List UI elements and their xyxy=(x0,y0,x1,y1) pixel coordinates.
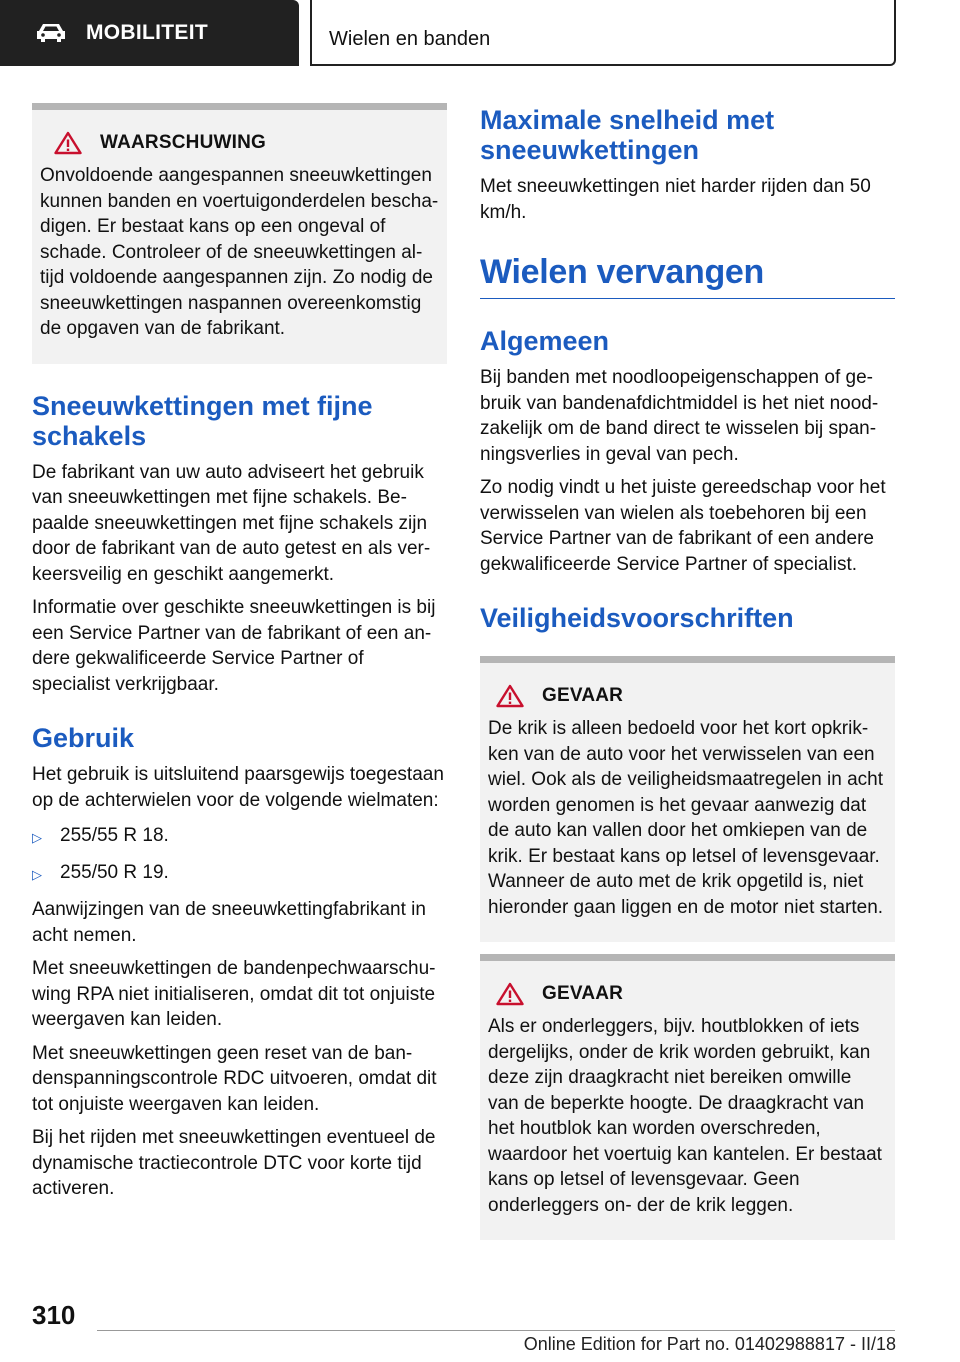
danger-title: GEVAAR xyxy=(542,983,624,1004)
section-tab[interactable] xyxy=(0,0,299,66)
triangle-bullet-icon: ▷ xyxy=(32,867,42,882)
left-column xyxy=(32,103,447,1202)
paragraph: Met sneeuwkettingen de bandenpechwaarschu- wing RPA niet initialiseren, omdat dit tot onjuiste weergaven kan leiden. xyxy=(32,958,436,1030)
warning-title: WAARSCHUWING xyxy=(100,132,266,153)
warning-text: Onvoldoende aangespannen sneeuwkettingen kunnen banden en voertuigonderdelen bescha- digen. Er bestaat kans op een ongeval of schade. Controleer of de sneeuwkettingen al- tijd voldoende aangespannen zijn. Zo nodig de sneeuwkettingen naspannen overeenkomstig de opgaven van de fabrikant. xyxy=(40,165,439,339)
warning-triangle-icon xyxy=(496,982,524,1006)
edition-label: Online Edition for Part no. 01402988817 - II/18 xyxy=(523,1334,896,1354)
danger-title: GEVAAR xyxy=(542,685,624,706)
list-item: ▷ 255/50 R 19. xyxy=(32,860,447,887)
section-heading-safety: Veiligheidsvoorschriften xyxy=(480,603,794,633)
warning-box xyxy=(32,103,447,364)
paragraph: Zo nodig vindt u het juiste gereedschap voor het verwisselen van wielen als toebehoren bij een Service Partner van de fabrikant of een andere gekwalificeerde Service Partner of specialist. xyxy=(480,477,886,575)
footer-divider xyxy=(97,1330,895,1331)
paragraph: Bij het rijden met sneeuwkettingen eventueel de dynamische tractiecontrole DTC voor korte tijd activeren. xyxy=(32,1127,436,1199)
section-label: MOBILITEIT xyxy=(86,21,208,44)
list-item: ▷ 255/55 R 18. xyxy=(32,823,447,850)
danger-box xyxy=(480,656,895,942)
page-header xyxy=(0,0,960,66)
danger-text: Als er onderleggers, bijv. houtblokken of iets dergelijks, onder de krik worden gebruikt, kan deze zijn draagkracht niet bereiken omwille van de beperkte hoogte. De draagkracht van het houtblok kan worden overschreden, waardoor het voertuig kan kantelen. Er bestaat kans op letsel of levensgevaar. Geen onderleggers on- der de krik leggen. xyxy=(488,1016,882,1216)
section-heading-general: Algemeen xyxy=(480,326,610,356)
paragraph: De fabrikant van uw auto adviseert het gebruik van sneeuwkettingen met fijne schakels. Be- paalde sneeuwkettingen met fijne schakels zijn door de fabrikant van de auto getest en als ver- keersveilig en geschikt aangemerkt. xyxy=(32,461,431,585)
section-heading-max-speed: Maximale snelheid met sneeuwkettingen xyxy=(480,105,775,165)
triangle-bullet-icon: ▷ xyxy=(32,830,42,845)
paragraph: Met sneeuwkettingen niet harder rijden dan 50 km/h. xyxy=(480,176,871,223)
chapter-heading xyxy=(480,252,895,299)
paragraph: Aanwijzingen van de sneeuwkettingfabrikant in acht nemen. xyxy=(32,899,426,946)
chapter-heading-text: Wielen vervangen xyxy=(480,253,765,291)
section-heading-fine-chains: Sneeuwkettingen met fijne schakels xyxy=(32,390,373,451)
warning-triangle-icon xyxy=(54,131,82,155)
paragraph: Bij banden met noodloopeigenschappen of ge- bruik van bandenafdichtmiddel is het niet nood- zakelijk om de band direct te wisselen bij span- ningsverlies in geval van pech. xyxy=(480,367,879,465)
chapter-title: Wielen en banden xyxy=(310,0,896,66)
right-column xyxy=(480,103,895,1240)
paragraph: Informatie over geschikte sneeuwkettingen is bij een Service Partner van de fabrikant of een an- dere gekwalificeerde Service Partner of specialist verkrijgbaar. xyxy=(32,597,436,695)
car-icon xyxy=(34,22,68,44)
paragraph: Het gebruik is uitsluitend paarsgewijs toegestaan op de achterwielen voor de volgende wielmaten: xyxy=(32,764,444,811)
section-heading-usage: Gebruik xyxy=(32,723,135,753)
paragraph: Met sneeuwkettingen geen reset van de ban- denspanningscontrole RDC uitvoeren, omdat dit tot onjuiste weergaven kan leiden. xyxy=(32,1042,437,1115)
wheel-size-list xyxy=(32,823,447,887)
danger-box xyxy=(480,954,895,1240)
danger-text: De krik is alleen bedoeld voor het kort opkrik- ken van de auto voor het verwisselen van een wiel. Ook als de veiligheidsmaatregelen in acht worden genomen is het gevaar aanwezig dat de auto kan vallen door het omkiepen van de krik. Er bestaat kans op letsel of levensgevaar. Wanneer de auto met de krik opgetild is, niet hieronder gaan liggen en de motor niet starten. xyxy=(488,718,884,918)
warning-triangle-icon xyxy=(496,684,524,708)
page-number: 310 xyxy=(32,1300,76,1330)
